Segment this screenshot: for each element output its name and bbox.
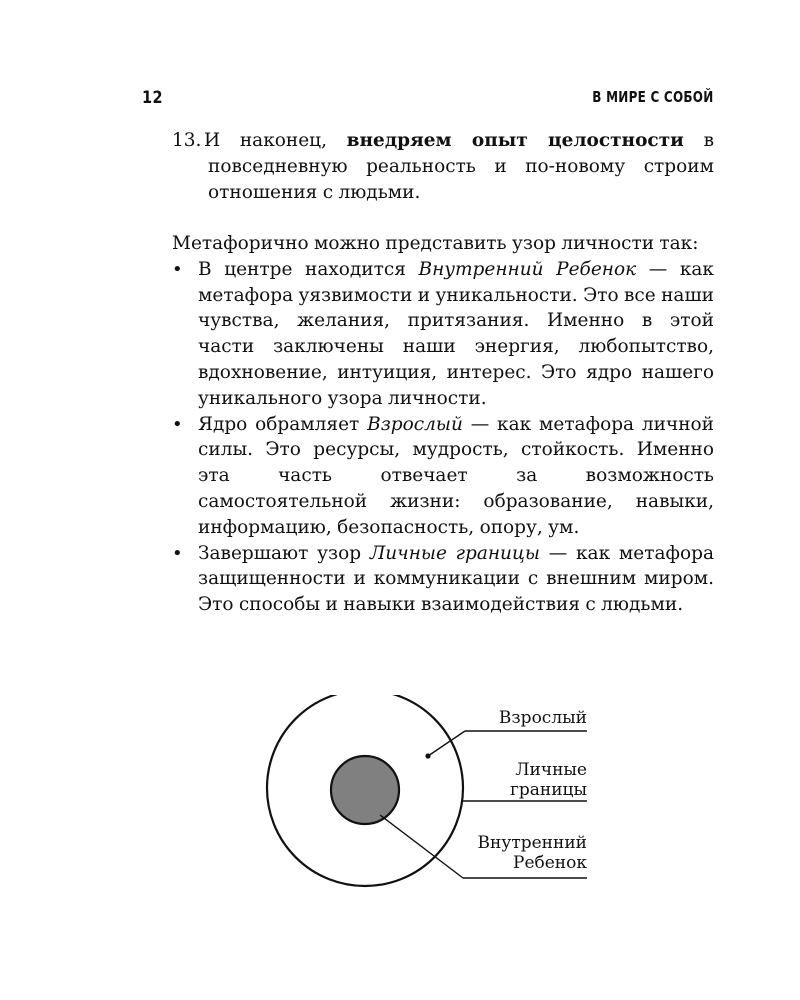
bullet-text-before: Ядро обрамляет <box>198 413 368 435</box>
item-text-before: И наконец, <box>204 130 347 151</box>
bullet-icon: • <box>172 413 183 435</box>
list-item <box>142 541 714 618</box>
body-section <box>142 231 714 618</box>
bullet-text-after: — как метафора уязвимости и уникальности. Это все наши чувства, желания, притязания. Именно в этой части заключены наши энергия, любопытство, вдохновение, интуиция, интерес. Это ядро нашего уникального узора личности. <box>198 258 714 409</box>
bullet-text-after: — как метафора личной силы. Это ресурсы, мудрость, стойкость. Именно эта часть отвечает за возможность самостоятельной жизни: образование, навыки, информацию, безопасность, опору, ум. <box>198 413 715 538</box>
bullet-icon: • <box>172 258 183 280</box>
bullet-text-before: Завершают узор <box>198 542 370 564</box>
label-boundaries-line2: границы <box>509 780 587 800</box>
label-child-line1: Внутренний <box>477 833 587 853</box>
list-item <box>142 412 714 541</box>
item-bold-phrase: внедряем опыт целостности <box>346 130 684 151</box>
bullet-term: Личные границы <box>369 542 540 564</box>
numbered-item-text <box>142 128 714 205</box>
running-head: В МИРЕ С СОБОЙ <box>592 88 714 106</box>
item-text-after: в повседневную реальность и по-новому строим отношения с людьми. <box>208 130 715 203</box>
bullet-list <box>142 257 714 618</box>
personality-pattern-diagram <box>255 695 600 895</box>
label-boundaries-line1: Личные <box>515 760 587 780</box>
page-number: 12 <box>142 88 163 108</box>
bullet-term: Взрослый <box>367 413 463 435</box>
label-adult: Взрослый <box>498 708 587 728</box>
bullet-icon: • <box>172 542 183 564</box>
bullet-term: Внутренний Ребенок <box>418 258 637 280</box>
label-child-line2: Ребенок <box>513 853 587 873</box>
intro-paragraph: Метафорично можно представить узор личности так: <box>172 233 699 254</box>
bullet-text-after: — как метафора защищенности и коммуникации с внешним миром. Это способы и навыки взаимодействия с людьми. <box>198 542 714 616</box>
bullet-text-before: В центре находится <box>198 258 419 280</box>
item-number: 13. <box>172 130 202 151</box>
numbered-item-13 <box>142 128 714 205</box>
list-item <box>142 257 714 412</box>
inner-circle-inner-child <box>331 756 399 824</box>
